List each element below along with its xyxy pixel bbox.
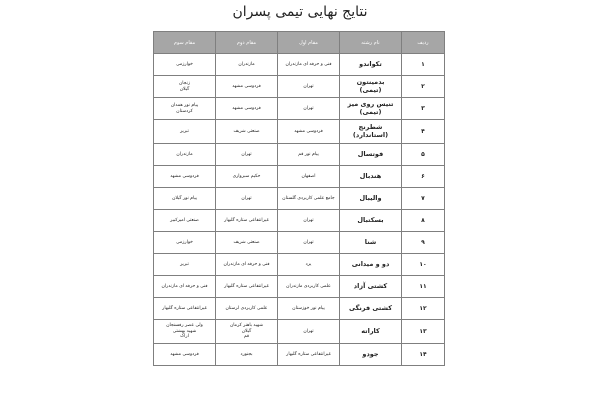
table-row [154,254,445,276]
cell-text-line: دو و میدانی [351,259,390,268]
table-row [154,344,445,366]
cell-text-line: فردوسی مشهد [232,83,261,89]
cell-text-line: حکیم سبزواری [232,173,261,179]
cell-text-line: خوارزمی [176,61,193,67]
cell-text-line: تهران [241,151,252,157]
cell-text-line: کشتی آزاد [353,281,388,290]
first-place-cell [278,120,340,144]
header-row [154,32,445,54]
third-place-cell [154,144,216,166]
cell-text-line: غیرانتفاعی ستاره گلبهار [162,305,207,311]
cell-text-line: فردوسی مشهد [170,173,199,179]
cell-text-line: (تیمی) [359,107,382,116]
row-number: ۴ [402,120,445,144]
second-place-cell [216,320,278,344]
cell-text-line: تکواندو [359,59,382,68]
third-place-cell [154,120,216,144]
second-place-cell [216,210,278,232]
field-name-cell [340,276,402,298]
cell-text-line: پیام نور همدان [170,102,199,108]
third-place-cell [154,54,216,76]
cell-text-line: جودو [362,349,379,358]
table-row [154,76,445,98]
table-row [154,276,445,298]
first-place-cell [278,232,340,254]
table-row [154,120,445,144]
cell-text-line: کشتی فرنگی [349,303,392,312]
first-place-cell [278,166,340,188]
cell-text-line: پیام نور خوزستان [292,305,325,311]
second-place-cell [216,254,278,276]
cell-text-line: کاراته [361,326,380,335]
first-place-cell [278,298,340,320]
row-number: ۱۳ [402,320,445,344]
row-number: ۷ [402,188,445,210]
field-name-cell [340,144,402,166]
cell-text-line: اصفهان [301,173,316,179]
cell-text-line: (تیمی) [359,85,382,94]
first-place-cell [278,210,340,232]
field-name-cell [340,188,402,210]
cell-text-line: علمی کاربردی لرستان [225,305,268,311]
table-row [154,210,445,232]
second-place-cell [216,98,278,120]
field-name-cell [340,232,402,254]
cell-text-line: جامع علمی کاربردی گلستان [282,195,335,201]
row-number: ۱۲ [402,298,445,320]
cell-text-line: علمی کاربردی مازندران [286,283,331,289]
cell-text-line: فنی و حرفه ای مازندران [285,61,332,67]
first-place-cell [278,344,340,366]
cell-text-line: گیلان [241,328,252,334]
third-place-cell [154,276,216,298]
second-place-cell [216,298,278,320]
first-place-cell [278,98,340,120]
cell-text-line: هندبال [359,171,382,180]
header-first-place: مقام اول [278,32,340,54]
cell-text-line: یزد [305,261,312,267]
cell-text-line: فردوسی مشهد [170,351,199,357]
cell-text-line: ولی عصر رفسنجان [166,323,203,329]
row-number: ۲ [402,76,445,98]
third-place-cell [154,298,216,320]
table-row [154,166,445,188]
third-place-cell [154,166,216,188]
cell-text-line: فردوسی مشهد [294,128,323,134]
cell-text-line: مازندران [238,61,255,67]
table-row [154,98,445,120]
cell-text-line: تبریز [180,128,189,134]
row-number: ۱۴ [402,344,445,366]
table-row [154,298,445,320]
cell-text-line: پیام نور قم [298,151,319,157]
cell-text-line: فنی و حرفه ای مازندران [223,261,270,267]
header-second-place: مقام دوم [216,32,278,54]
second-place-cell [216,54,278,76]
field-name-cell [340,54,402,76]
table-row [154,144,445,166]
field-name-cell [340,344,402,366]
third-place-cell [154,232,216,254]
row-number: ۶ [402,166,445,188]
cell-text-line: اراک [180,334,189,340]
third-place-cell [154,188,216,210]
first-place-cell [278,320,340,344]
field-name-cell [340,98,402,120]
header-field-name: نام رشته [340,32,402,54]
field-name-cell [340,76,402,98]
second-place-cell [216,144,278,166]
table-row [154,188,445,210]
cell-text-line: تنیس روی میز [347,99,394,108]
second-place-cell [216,276,278,298]
cell-text-line: بدمینتون [356,77,385,86]
results-table [153,31,445,366]
cell-text-line: (استاندارد) [352,130,389,139]
second-place-cell [216,232,278,254]
cell-text-line: شهید باهنر کرمان [230,323,263,329]
first-place-cell [278,254,340,276]
row-number: ۳ [402,98,445,120]
first-place-cell [278,54,340,76]
second-place-cell [216,188,278,210]
row-number: ۸ [402,210,445,232]
second-place-cell [216,166,278,188]
field-name-cell [340,166,402,188]
cell-text-line: زنجان [178,80,190,86]
first-place-cell [278,144,340,166]
row-number: ۵ [402,144,445,166]
cell-text-line: شهید بهشتی [172,328,197,334]
table-row [154,54,445,76]
third-place-cell [154,254,216,276]
cell-text-line: شنا [364,237,377,246]
row-number: ۱ [402,54,445,76]
cell-text-line: کردستان [176,108,193,114]
field-name-cell [340,254,402,276]
header-row-number: ردیف [402,32,445,54]
results-body [154,54,445,366]
page-title: نتایج نهایی تیمی پسران [232,4,368,20]
cell-text-line: تهران [303,239,314,245]
cell-text-line: غیرانتفاعی ستاره گلبهار [224,217,269,223]
cell-text-line: بجنورد [240,351,253,357]
cell-text-line: صنعتی امیرکبیر [170,217,199,223]
second-place-cell [216,120,278,144]
second-place-cell [216,344,278,366]
cell-text-line: مازندران [176,151,193,157]
cell-text-line: صنعتی شریف [233,239,260,245]
field-name-cell [340,120,402,144]
cell-text-line: غیرانتفاعی ستاره گلبهار [224,283,269,289]
cell-text-line: غیرانتفاعی ستاره گلبهار [286,351,331,357]
cell-text-line: فنی و حرفه ای مازندران [161,283,208,289]
field-name-cell [340,210,402,232]
third-place-cell [154,320,216,344]
cell-text-line: گیلان [179,86,190,92]
cell-text-line: تهران [303,83,314,89]
row-number: ۱۰ [402,254,445,276]
cell-text-line: پیام نور گیلان [172,195,197,201]
cell-text-line: قم [243,334,250,340]
cell-text-line: خوارزمی [176,239,193,245]
cell-text-line: تهران [303,105,314,111]
cell-text-line: تهران [241,195,252,201]
third-place-cell [154,210,216,232]
cell-text-line: فوتسال [357,149,384,158]
field-name-cell [340,298,402,320]
cell-text-line: فردوسی مشهد [232,105,261,111]
first-place-cell [278,276,340,298]
table-row [154,232,445,254]
cell-text-line: بسکتبال [357,215,384,224]
cell-text-line: تهران [303,328,314,334]
cell-text-line: تبریز [180,261,189,267]
first-place-cell [278,188,340,210]
row-number: ۱۱ [402,276,445,298]
cell-text-line: والیبال [359,193,382,202]
third-place-cell [154,98,216,120]
field-name-cell [340,320,402,344]
first-place-cell [278,76,340,98]
third-place-cell [154,76,216,98]
third-place-cell [154,344,216,366]
header-third-place: مقام سوم [154,32,216,54]
cell-text-line: شطرنج [358,122,383,131]
cell-text-line: صنعتی شریف [233,128,260,134]
second-place-cell [216,76,278,98]
row-number: ۹ [402,232,445,254]
cell-text-line: تهران [303,217,314,223]
table-row [154,320,445,344]
